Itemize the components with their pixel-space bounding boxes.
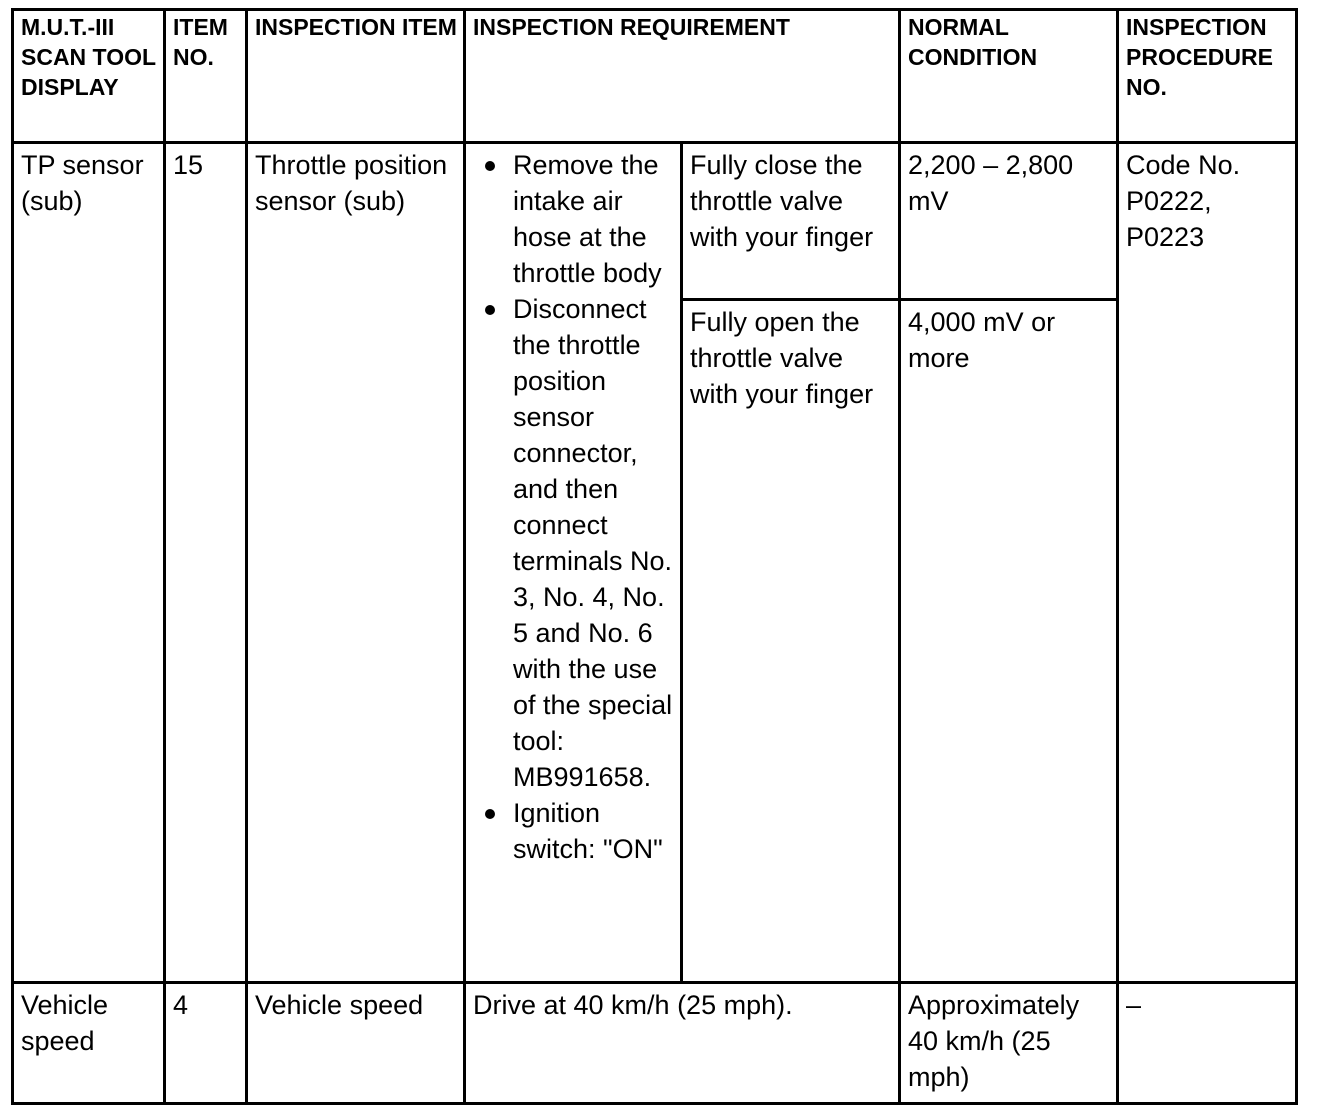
cell-requirement-steps [465, 142, 682, 982]
list-item: Ignition switch: "ON" [513, 795, 674, 867]
cell-normal-condition: 4,000 mV or more [900, 300, 1118, 983]
cell-condition-requirement: Fully open the throttle valve with your finger [682, 300, 900, 983]
header-inspection-item: INSPECTION ITEM [247, 10, 465, 143]
header-inspection-requirement: INSPECTION REQUIREMENT [465, 10, 900, 143]
list-item: Disconnect the throttle position sensor connector, and then connect terminals No. 3, No. 4, No. 5 and No. 6 with the use of the special tool: MB991658. [513, 291, 674, 795]
header-row [13, 10, 1297, 143]
cell-normal-condition: 2,200 – 2,800 mV [900, 142, 1118, 299]
table-row [13, 142, 1297, 299]
header-scan-display: M.U.T.-III SCAN TOOL DISPLAY [13, 10, 165, 143]
cell-inspection-item: Vehicle speed [247, 983, 465, 1104]
cell-display: Vehicle speed [13, 983, 165, 1104]
steps-list [473, 147, 674, 867]
cell-item-no: 15 [165, 142, 247, 982]
cell-condition-requirement: Fully close the throttle valve with your finger [682, 142, 900, 299]
inspection-table [11, 8, 1298, 1105]
cell-normal-condition: Approximately 40 km/h (25 mph) [900, 983, 1118, 1104]
header-item-no: ITEM NO. [165, 10, 247, 143]
cell-inspection-item: Throttle position sensor (sub) [247, 142, 465, 982]
cell-requirement: Drive at 40 km/h (25 mph). [465, 983, 900, 1104]
list-item: Remove the intake air hose at the throttle body [513, 147, 674, 291]
header-normal-condition: NORMAL CONDITION [900, 10, 1118, 143]
cell-procedure-no: – [1118, 983, 1297, 1104]
cell-item-no: 4 [165, 983, 247, 1104]
cell-display: TP sensor (sub) [13, 142, 165, 982]
header-procedure-no: INSPECTION PROCEDURE NO. [1118, 10, 1297, 143]
cell-procedure-no: Code No. P0222, P0223 [1118, 142, 1297, 982]
table-row [13, 983, 1297, 1104]
